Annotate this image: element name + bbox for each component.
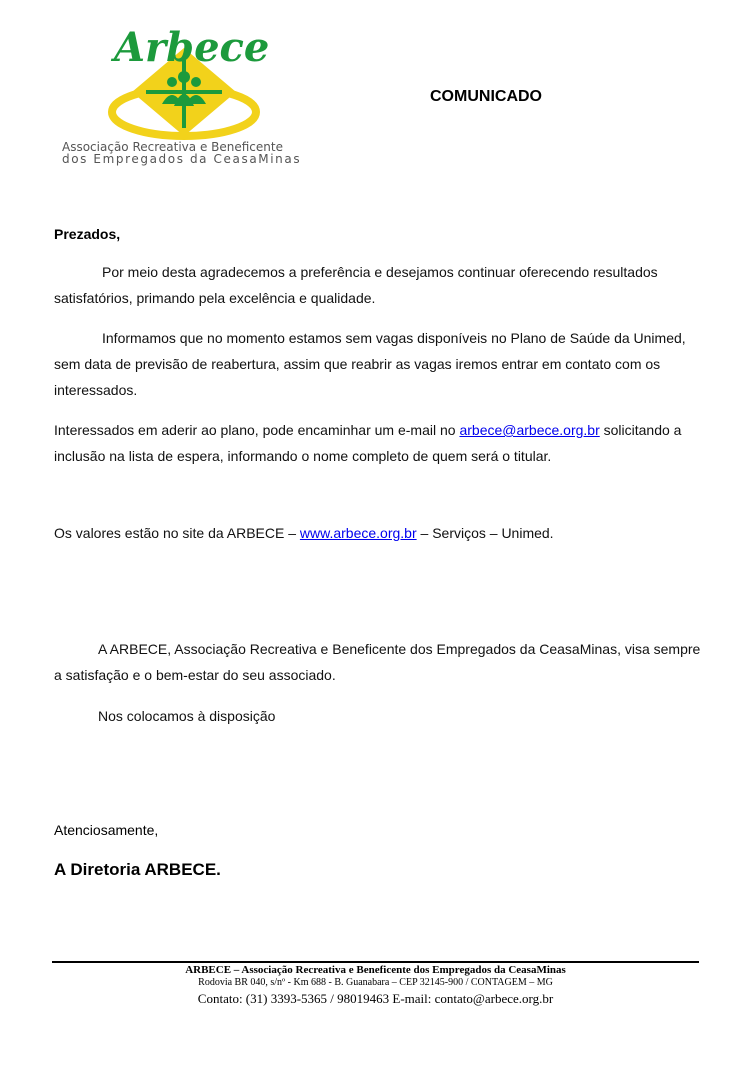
paragraph-waitlist (54, 417, 704, 469)
greeting: Prezados, (54, 226, 121, 242)
paragraph-prices (54, 520, 704, 546)
footer (52, 964, 699, 1009)
paragraph-mission-text: A ARBECE, Associação Recreativa e Beneficente dos Empregados da CeasaMinas, visa sempre a satisfação e o bem-estar do seu associado. (54, 641, 701, 683)
footer-contact: Contato: (31) 3393-5365 / 98019463 E-mail: contato@arbece.org.br (197, 991, 554, 1006)
paragraph-prices-text-end: – Serviços – Unimed. (416, 525, 554, 541)
email-link[interactable]: arbece@arbece.org.br (459, 422, 600, 438)
website-link[interactable]: www.arbece.org.br (299, 525, 417, 541)
logo-subtitle-line2: dos Empregados da CeasaMinas (62, 152, 302, 166)
paragraph-disposal-text: Nos colocamos à disposição (98, 708, 276, 724)
logo-subtitle-line1: Associação Recreativa e Beneficente (62, 140, 283, 154)
paragraph-disposal (54, 703, 704, 729)
logo-wordmark: Arbece (114, 24, 270, 71)
closing-salutation: Atenciosamente, (54, 822, 159, 838)
footer-organization: ARBECE – Associação Recreativa e Beneficente dos Empregados da CeasaMinas (185, 964, 566, 976)
paragraph-waitlist-text-start: Interessados em aderir ao plano, pode encaminhar um e-mail no (54, 422, 460, 438)
paragraph-waitlist-text-end: solicitando a inclusão na lista de espera, informando o nome completo de quem será o titular. (54, 422, 682, 464)
paragraph-prices-text-start: Os valores estão no site da ARBECE – (54, 525, 300, 541)
signer-name: A Diretoria ARBECE. (54, 860, 221, 879)
page-title: COMUNICADO (430, 88, 542, 105)
footer-address: Rodovia BR 040, s/nº - Km 688 - B. Guanabara – CEP 32145-900 / CONTAGEM – MG (198, 977, 553, 988)
paragraph-no-vacancies (54, 325, 704, 403)
paragraph-thanks (54, 259, 704, 311)
logo-subtitle (62, 141, 301, 165)
paragraph-mission (54, 636, 704, 688)
arbece-logo (62, 20, 332, 170)
footer-divider (52, 961, 699, 963)
paragraph-thanks-text: Por meio desta agradecemos a preferência e desejamos continuar oferecendo resultados satisfatórios, primando pela excelência e qualidade. (54, 264, 658, 306)
paragraph-no-vacancies-text: Informamos que no momento estamos sem vagas disponíveis no Plano de Saúde da Unimed, sem data de previsão de reabertura, assim que reabrir as vagas iremos entrar em contato com os interessados. (54, 330, 686, 398)
